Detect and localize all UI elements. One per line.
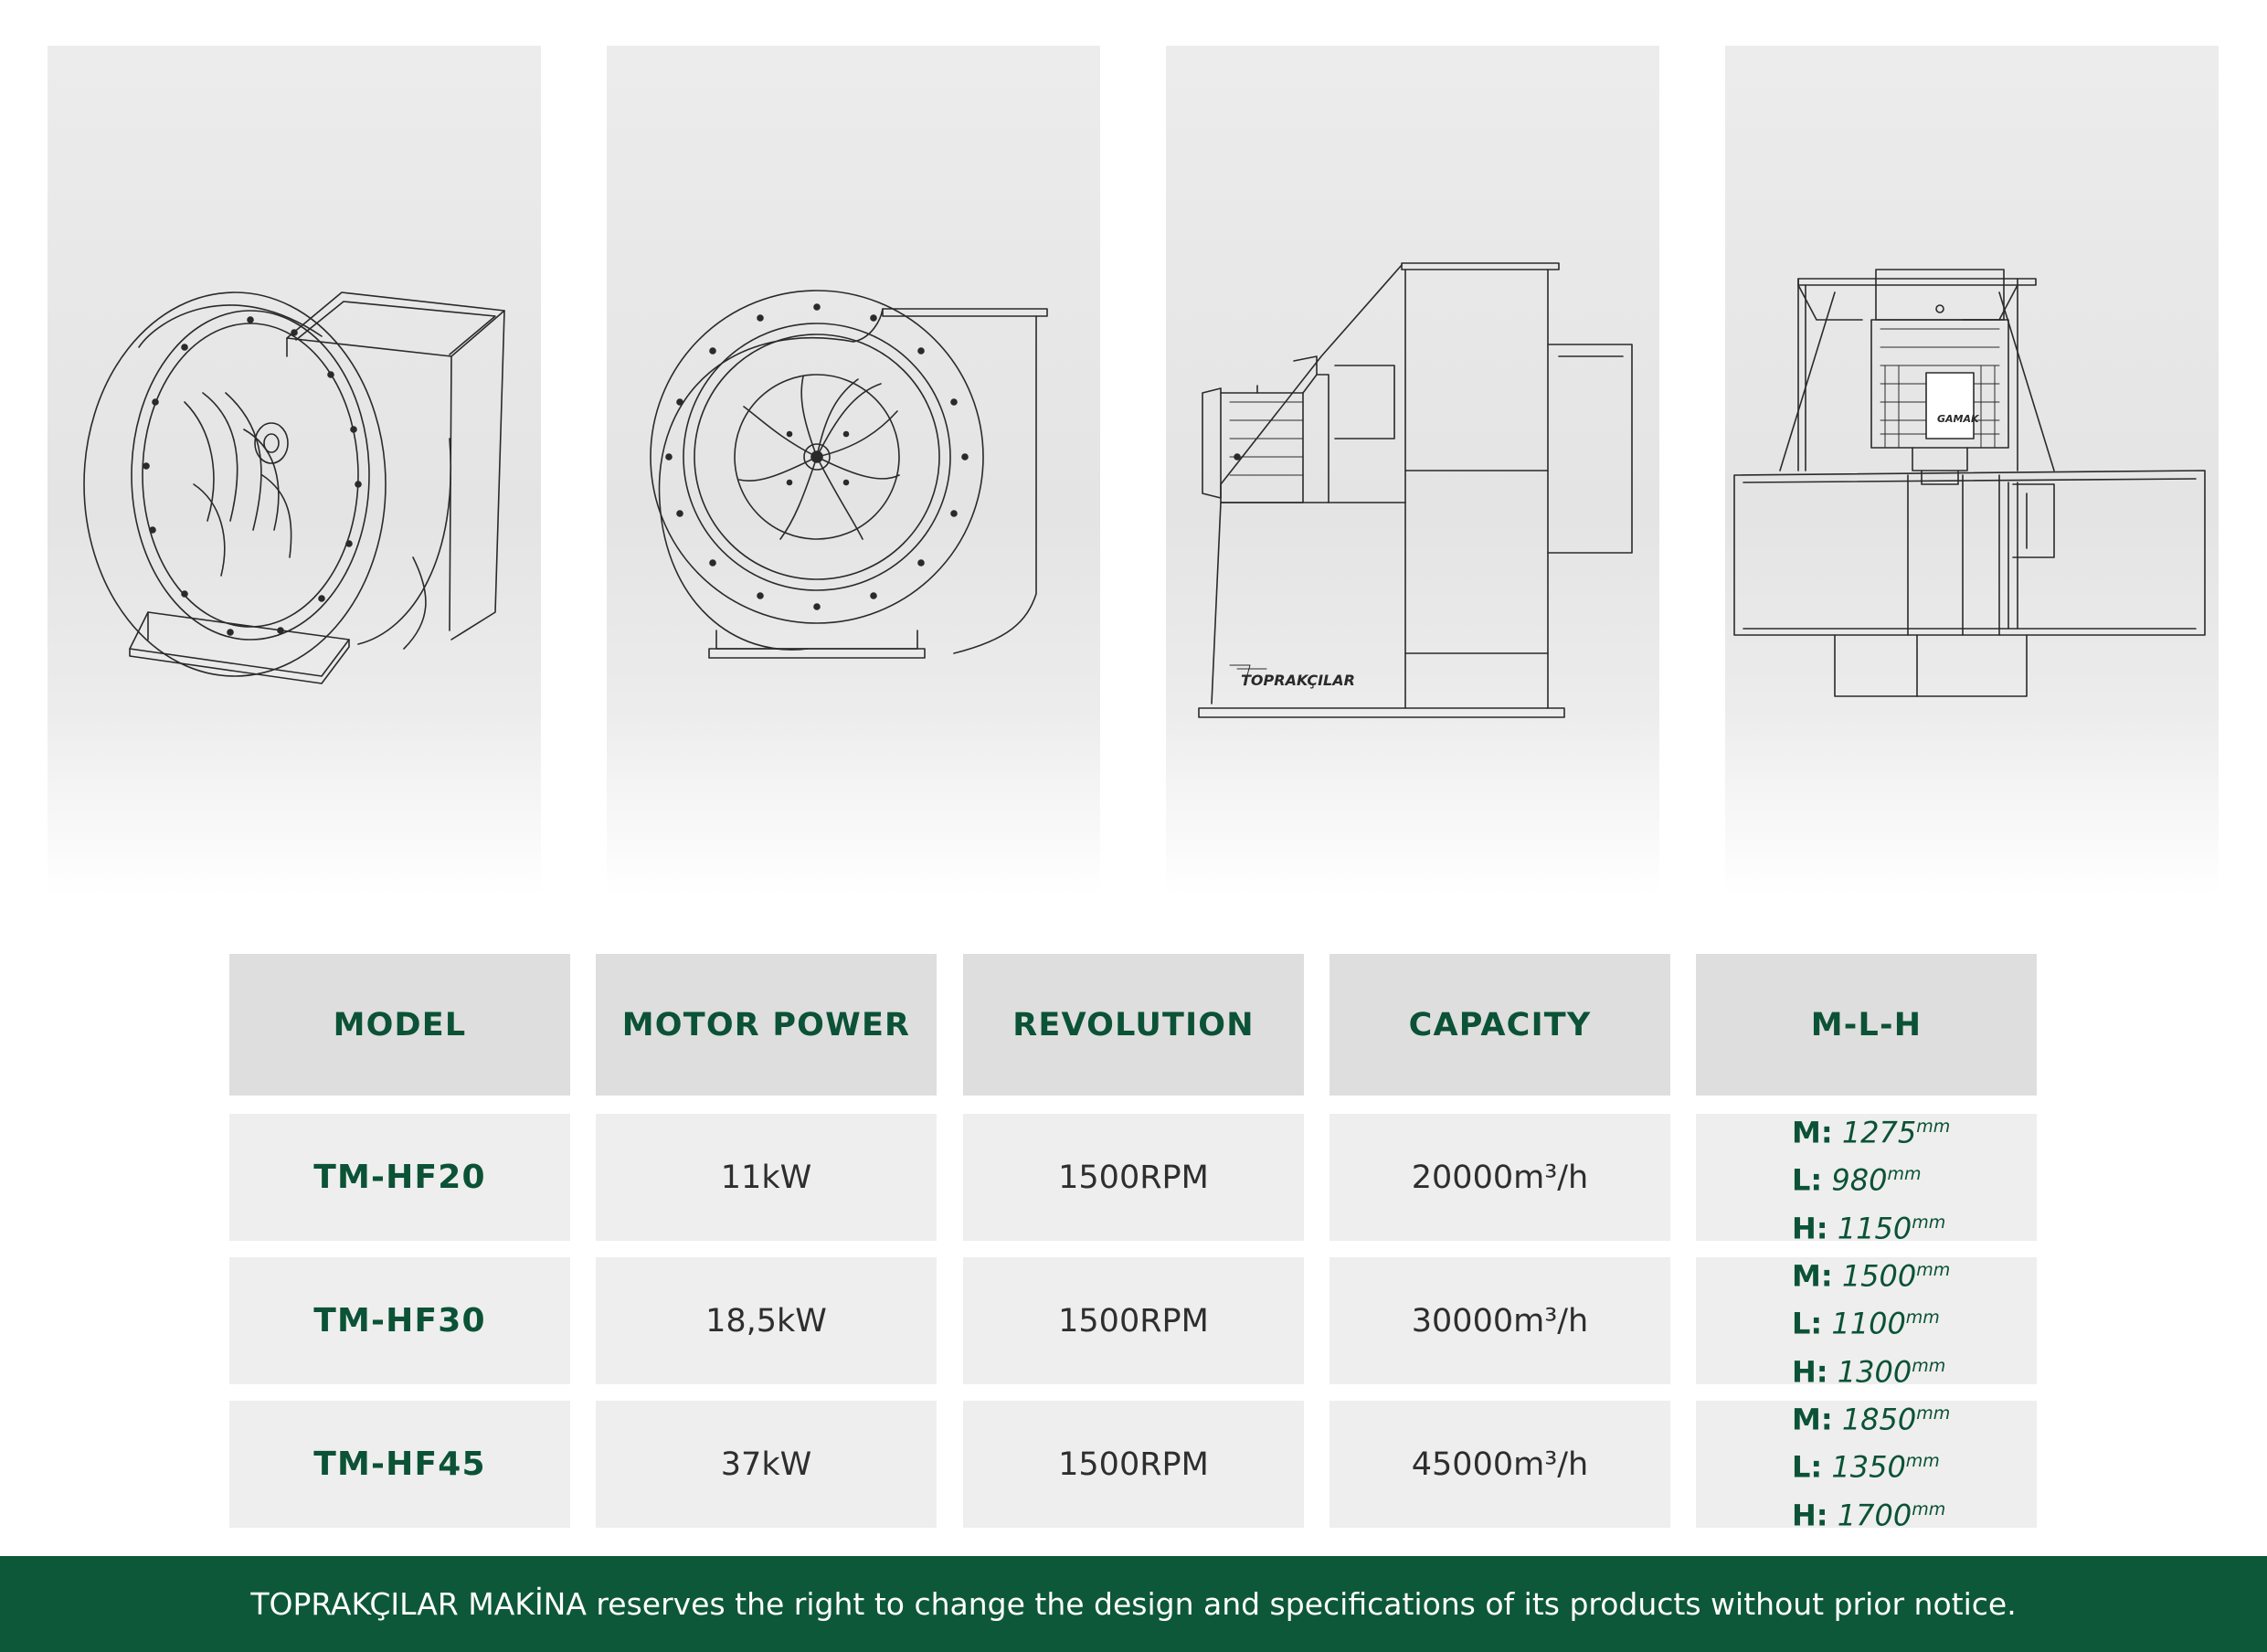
row3-revolution: 1500RPM xyxy=(963,1401,1304,1528)
row2-motor-power: 18,5kW xyxy=(596,1257,937,1384)
row1-mlh-l: L: $980^{mm}$ xyxy=(1792,1162,1922,1198)
row1-revolution: 1500RPM xyxy=(963,1114,1304,1241)
row3-capacity: 45000m³/h xyxy=(1329,1401,1670,1528)
row1-mlh xyxy=(1696,1114,2037,1246)
fan-top-drawing xyxy=(1725,46,2219,895)
header-capacity: CAPACITY xyxy=(1329,954,1670,1096)
footer-notice-bar xyxy=(0,1556,2267,1652)
row3-mlh xyxy=(1696,1401,2037,1533)
row1-mlh-m: M: $1275^{mm}$ xyxy=(1792,1115,1951,1150)
row3-motor-power: 37kW xyxy=(596,1401,937,1528)
header-revolution: REVOLUTION xyxy=(963,954,1304,1096)
fan-side-view-panel xyxy=(1166,46,1659,895)
row1-mlh-h: H: $1150^{mm}$ xyxy=(1792,1211,1946,1246)
row2-revolution: 1500RPM xyxy=(963,1257,1304,1384)
row2-mlh xyxy=(1696,1257,2037,1390)
brand-logo-text: TOPRAKÇILAR xyxy=(1241,672,1355,689)
row3-mlh-l: L: $1350^{mm}$ xyxy=(1792,1449,1940,1485)
row2-mlh-h: H: $1300^{mm}$ xyxy=(1792,1354,1946,1390)
fan-front-drawing xyxy=(607,46,1100,895)
row1-capacity: 20000m³/h xyxy=(1329,1114,1670,1241)
fan-side-drawing xyxy=(1166,46,1659,895)
motor-logo-text: GAMAK xyxy=(1937,413,1979,425)
header-model: MODEL xyxy=(229,954,570,1096)
row2-mlh-l: L: $1100^{mm}$ xyxy=(1792,1306,1940,1341)
row3-mlh-m: M: $1850^{mm}$ xyxy=(1792,1402,1951,1437)
header-mlh: M-L-H xyxy=(1696,954,2037,1096)
fan-front-view-panel xyxy=(607,46,1100,895)
row3-mlh-h: H: $1700^{mm}$ xyxy=(1792,1498,1946,1533)
row2-capacity: 30000m³/h xyxy=(1329,1257,1670,1384)
fan-isometric-drawing xyxy=(48,46,541,895)
row2-model: TM-HF30 xyxy=(229,1257,570,1384)
fan-isometric-view-panel xyxy=(48,46,541,895)
header-motor-power: MOTOR POWER xyxy=(596,954,937,1096)
footer-notice-text: TOPRAKÇILAR MAKİNA reserves the right to change the design and specifications of its products without prior notice. xyxy=(250,1586,2017,1622)
row1-motor-power: 11kW xyxy=(596,1114,937,1241)
row2-mlh-m: M: $1500^{mm}$ xyxy=(1792,1258,1951,1294)
row3-model: TM-HF45 xyxy=(229,1401,570,1528)
row1-model: TM-HF20 xyxy=(229,1114,570,1241)
fan-top-view-panel xyxy=(1725,46,2219,895)
